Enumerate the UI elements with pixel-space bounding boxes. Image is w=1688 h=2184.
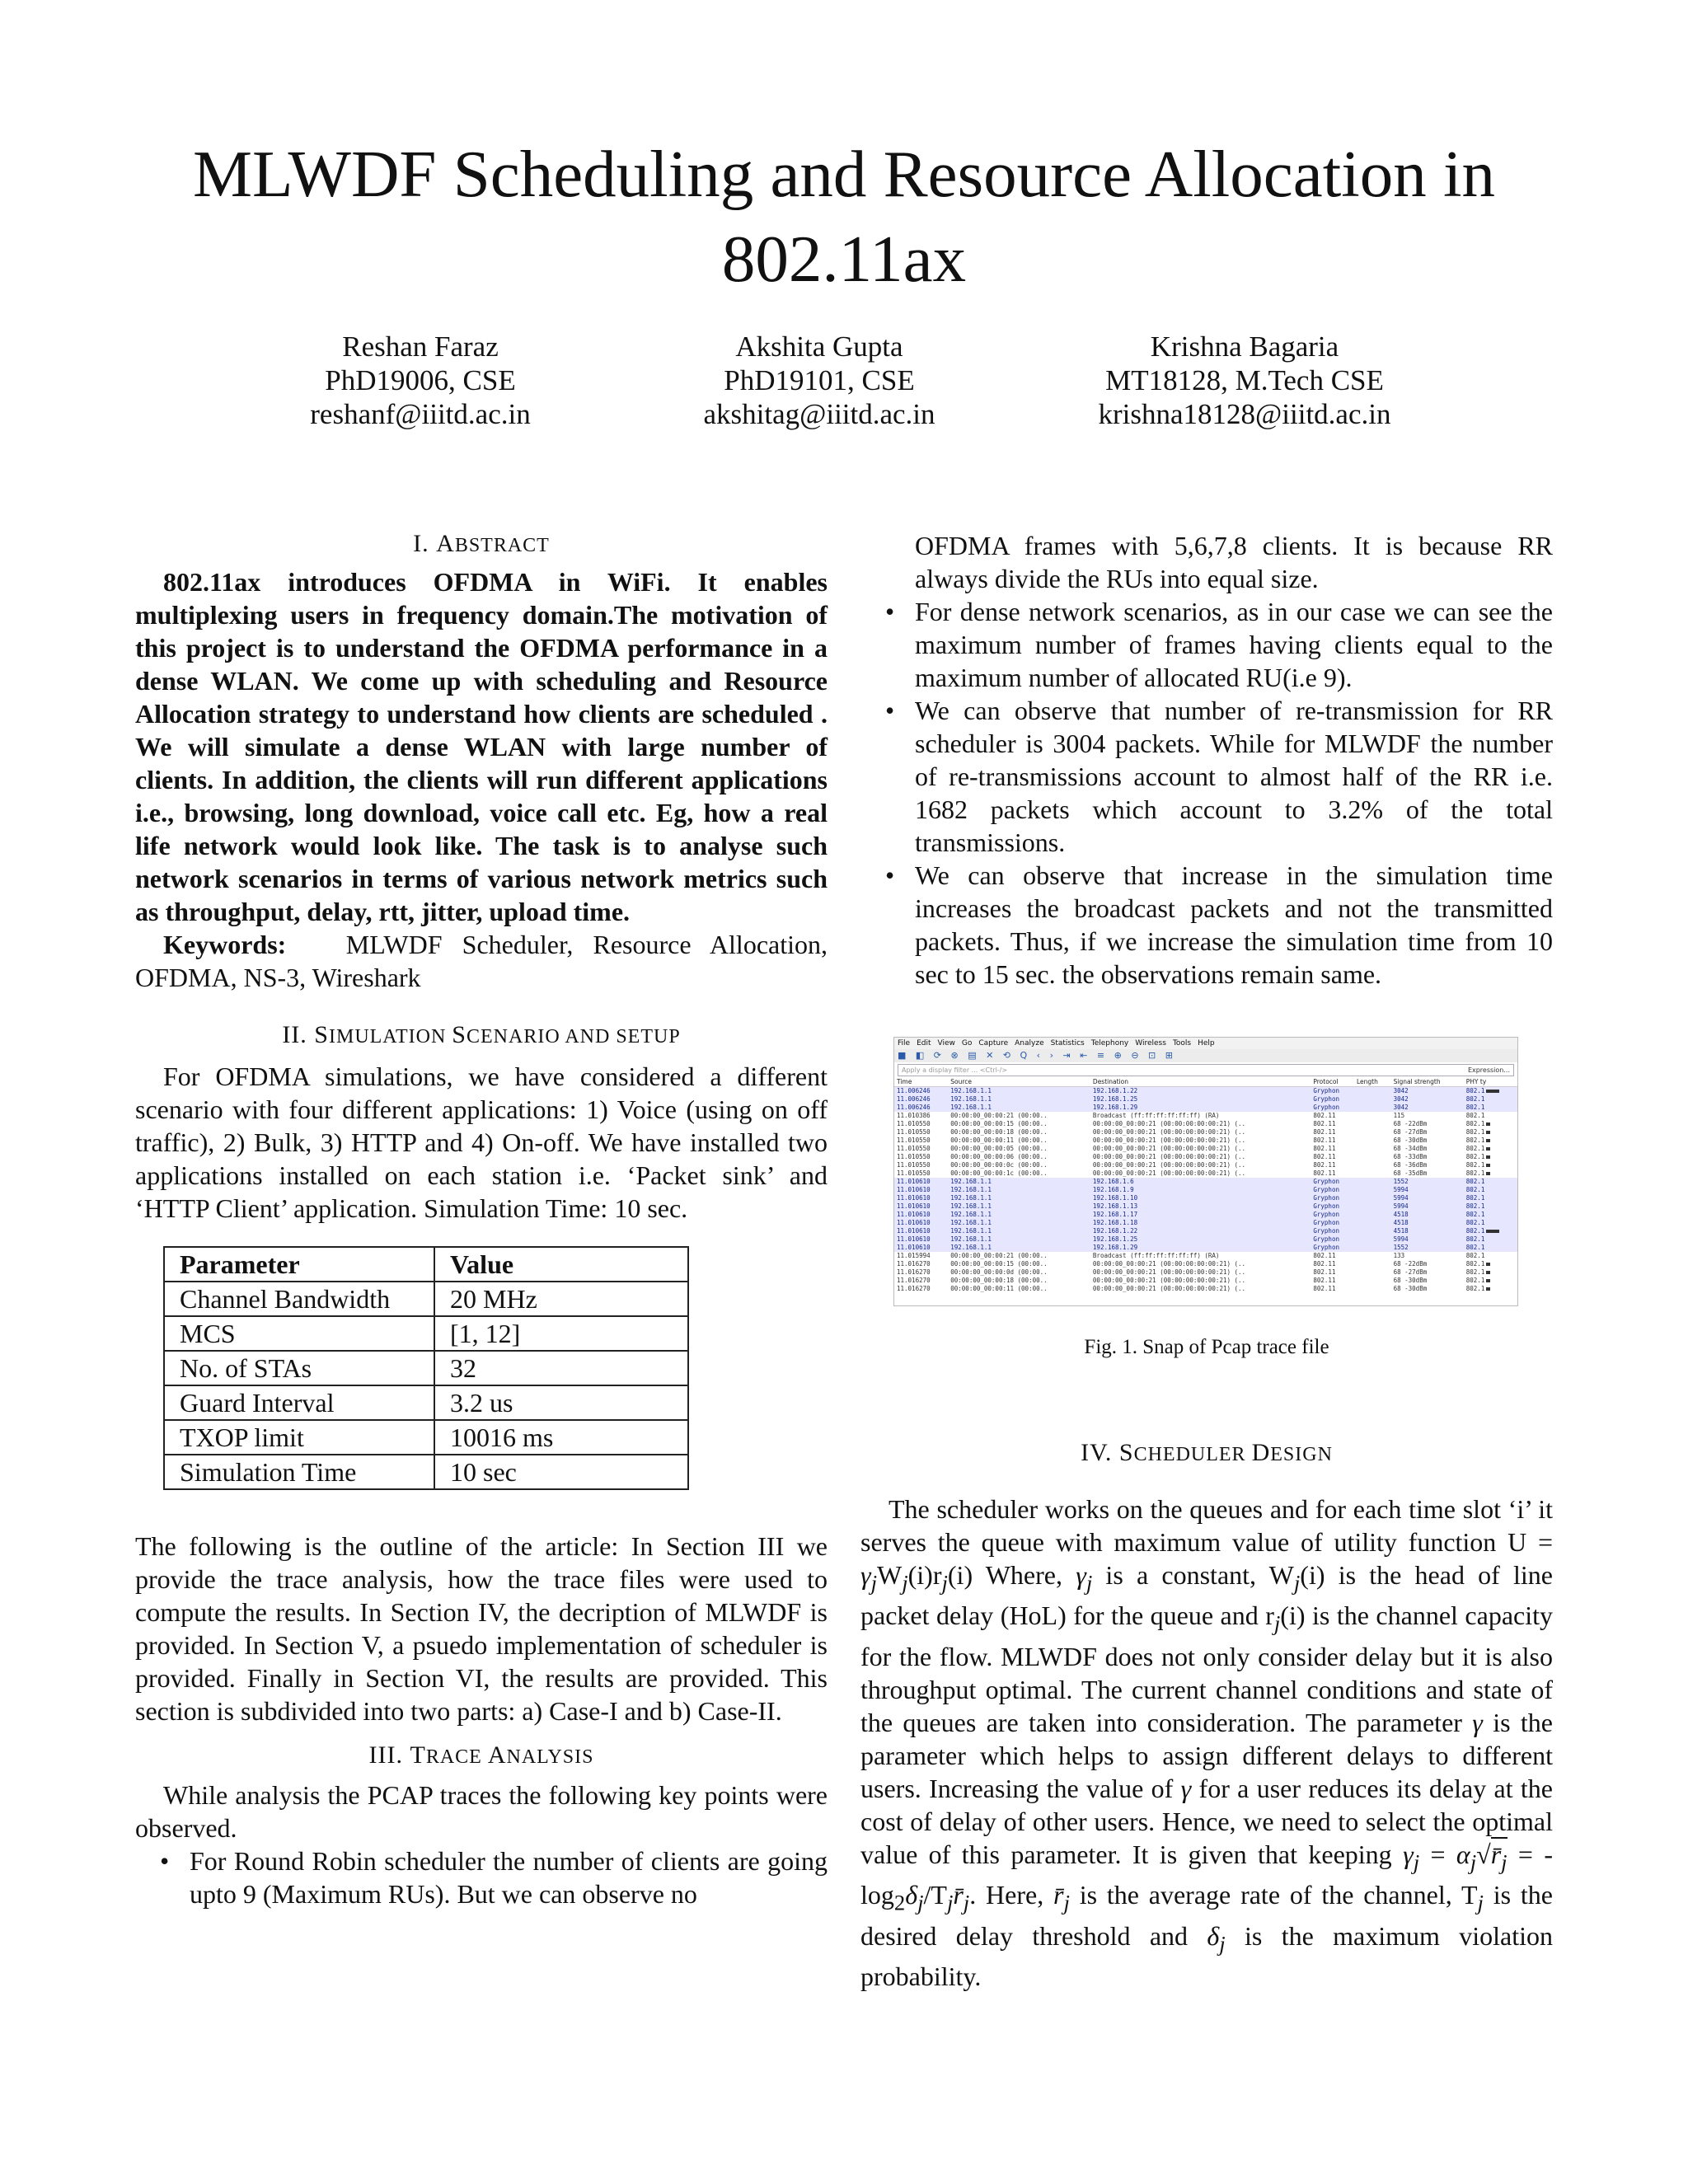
packet-cell: 192.168.1.1 xyxy=(948,1227,1090,1235)
column-header: Signal strength xyxy=(1391,1078,1464,1087)
packet-cell xyxy=(1354,1194,1391,1202)
packet-cell: 802.1 xyxy=(1464,1202,1517,1211)
packet-cell: 802.1 xyxy=(1464,1128,1517,1137)
author-block xyxy=(1030,330,1459,431)
packet-cell: 802.11 xyxy=(1311,1153,1354,1161)
packet-cell: 3042 xyxy=(1391,1095,1464,1104)
packet-row xyxy=(894,1128,1517,1137)
packet-row xyxy=(894,1145,1517,1153)
packet-cell: 802.11 xyxy=(1311,1128,1354,1137)
table-header: Parameter xyxy=(164,1247,434,1282)
packet-cell: 802.1 xyxy=(1464,1252,1517,1260)
signal-bar xyxy=(1486,1155,1490,1159)
packet-row xyxy=(894,1260,1517,1268)
packet-row xyxy=(894,1186,1517,1194)
packet-cell xyxy=(1354,1161,1391,1169)
packet-cell: 192.168.1.22 xyxy=(1090,1087,1311,1096)
table-cell: 32 xyxy=(434,1351,688,1385)
packet-cell: 802.11 xyxy=(1311,1260,1354,1268)
packet-cell: 802.11 xyxy=(1311,1112,1354,1120)
packet-row xyxy=(894,1194,1517,1202)
packet-cell: 802.1 xyxy=(1464,1277,1517,1285)
packet-cell: 68 -27dBm xyxy=(1391,1128,1464,1137)
paper-title: MLWDF Scheduling and Resource Allocation in 802.11ax xyxy=(193,137,1495,296)
packet-cell: 00:00:00_00:00:18 (00:00.. xyxy=(948,1277,1090,1285)
packet-cell: 802.1 xyxy=(1464,1244,1517,1252)
packet-cell: Gryphon xyxy=(1311,1244,1354,1252)
packet-cell: 00:00:00_00:00:05 (00:00.. xyxy=(948,1145,1090,1153)
packet-cell xyxy=(1354,1211,1391,1219)
packet-cell: 192.168.1.22 xyxy=(1090,1227,1311,1235)
packet-cell: 115 xyxy=(1391,1112,1464,1120)
table-cell: Channel Bandwidth xyxy=(164,1282,434,1316)
packet-cell: 802.11 xyxy=(1311,1277,1354,1285)
packet-row xyxy=(894,1137,1517,1145)
author-name: Akshita Gupta xyxy=(735,330,903,363)
packet-row xyxy=(894,1104,1517,1112)
table-row xyxy=(164,1385,688,1420)
menu-item: Capture xyxy=(978,1039,1009,1047)
packet-cell xyxy=(1354,1104,1391,1112)
packet-cell: 00:00:00_00:00:11 (00:00.. xyxy=(948,1137,1090,1145)
packet-cell xyxy=(1354,1235,1391,1244)
table-cell: No. of STAs xyxy=(164,1351,434,1385)
table-cell: TXOP limit xyxy=(164,1420,434,1455)
packet-cell: 802.1 xyxy=(1464,1219,1517,1227)
table-header-row xyxy=(164,1247,688,1282)
packet-cell xyxy=(1354,1137,1391,1145)
packet-cell: 3042 xyxy=(1391,1087,1464,1096)
packet-row xyxy=(894,1202,1517,1211)
trace-intro: While analysis the PCAP traces the following key points were observed. xyxy=(135,1780,828,1843)
signal-bar xyxy=(1486,1139,1490,1142)
packet-cell: 802.1 xyxy=(1464,1169,1517,1178)
packet-cell: 00:00:00_00:00:15 (00:00.. xyxy=(948,1260,1090,1268)
keywords-label: Keywords: xyxy=(163,930,287,959)
packet-cell: 00:00:00_00:00:0c (00:00.. xyxy=(948,1161,1090,1169)
packet-cell: 802.1 xyxy=(1464,1260,1517,1268)
column-header: Time xyxy=(894,1078,948,1087)
abstract-text: 802.11ax introduces OFDMA in WiFi. It enables multiplexing users in frequency domain.The motivation of this project is to understand the OFDMA performance in a dense WLAN. We come up with scheduling and Resource Allocation strategy to understand how clients are scheduled . We will simulate a dense WLAN with large number of clients. In addition, the clients will run different applications i.e., browsing, long download, voice call etc. Eg, how a real life network would look like. The task is to analyse such network scenarios in terms of various network metrics such as throughput, delay, rtt, jitter, upload time. xyxy=(135,567,828,926)
expression-button: Expression... xyxy=(1467,1066,1510,1074)
packet-cell: 00:00:00_00:00:21 (00:00:00:00:00:21) (.. xyxy=(1090,1277,1311,1285)
packet-cell xyxy=(1354,1244,1391,1252)
packet-cell: 192.168.1.29 xyxy=(1090,1104,1311,1112)
section-heading-abstract: I. ABSTRACT xyxy=(413,530,550,557)
signal-bar xyxy=(1486,1287,1490,1291)
list-item: • We can observe that increase in the simulation time increases the broadcast packets and not the transmitted packets. Thus, if we increase the simulation time from 10 sec to 15 sec. the observations remain same. xyxy=(915,859,1553,991)
packet-cell xyxy=(1354,1186,1391,1194)
packet-cell: 11.010610 xyxy=(894,1186,948,1194)
packet-cell: 802.1 xyxy=(1464,1137,1517,1145)
packet-cell: 192.168.1.9 xyxy=(1090,1186,1311,1194)
packet-cell: 802.1 xyxy=(1464,1153,1517,1161)
packet-cell: 11.010386 xyxy=(894,1112,948,1120)
packet-cell: 00:00:00_00:00:0d (00:00.. xyxy=(948,1268,1090,1277)
simulation-text: For OFDMA simulations, we have considered a different scenario with four different applications: 1) Voice (using on off traffic), 2) Bulk, 3) HTTP and 4) On-off. We have installed two applications installed on each station i.e. ‘Packet sink’ and ‘HTTP Client’ application. Simulation Time: 10 sec. xyxy=(135,1062,828,1223)
packet-cell: 00:00:00_00:00:21 (00:00:00:00:00:21) (.. xyxy=(1090,1161,1311,1169)
packet-row xyxy=(894,1235,1517,1244)
table-row xyxy=(164,1282,688,1316)
packet-cell: 11.006246 xyxy=(894,1087,948,1096)
packet-cell xyxy=(1354,1095,1391,1104)
section-heading-simulation: II. SIMULATION SCENARIO AND SETUP xyxy=(282,1021,681,1048)
packet-cell: 192.168.1.25 xyxy=(1090,1095,1311,1104)
packet-cell: 00:00:00_00:00:21 (00:00:00:00:00:21) (.. xyxy=(1090,1120,1311,1128)
packet-cell: 802.11 xyxy=(1311,1268,1354,1277)
packet-row xyxy=(894,1211,1517,1219)
author-email: krishna18128@iiitd.ac.in xyxy=(1098,398,1391,430)
table-cell: 20 MHz xyxy=(434,1282,688,1316)
packet-cell: 5994 xyxy=(1391,1235,1464,1244)
list-item: • We can observe that number of re-transmission for RR scheduler is 3004 packets. While for MLWDF the number of re-transmissions account to almost half of the RR i.e. 1682 packets which account to 3.2% of the total transmissions. xyxy=(915,694,1553,859)
packet-cell: 11.010610 xyxy=(894,1194,948,1202)
packet-cell: 68 -33dBm xyxy=(1391,1153,1464,1161)
display-filter-input xyxy=(898,1064,1514,1076)
packet-cell: Gryphon xyxy=(1311,1211,1354,1219)
packet-cell: 192.168.1.1 xyxy=(948,1095,1090,1104)
packet-cell: 68 -30dBm xyxy=(1391,1285,1464,1293)
bullet-continuation: OFDMA frames with 5,6,7,8 clients. It is because RR always divide the RUs into equal size. xyxy=(915,531,1553,593)
packet-row xyxy=(894,1112,1517,1120)
packet-cell: Broadcast (ff:ff:ff:ff:ff:ff) (RA) xyxy=(1090,1112,1311,1120)
packet-cell: 802.1 xyxy=(1464,1104,1517,1112)
packet-row xyxy=(894,1178,1517,1186)
packet-cell: 68 -30dBm xyxy=(1391,1277,1464,1285)
packet-cell: 802.1 xyxy=(1464,1186,1517,1194)
packet-cell: 68 -36dBm xyxy=(1391,1161,1464,1169)
outline-text: The following is the outline of the article: In Section III we provide the trace analysis, how the trace files were used to compute the results. In Section IV, the decription of MLWDF is provided. In Section V, a psuedo implementation of scheduler is provided. Finally in Section VI, the results are provided. This section is subdivided into two parts: a) Case-I and b) Case-II. xyxy=(135,1531,828,1726)
packet-cell: 192.168.1.1 xyxy=(948,1186,1090,1194)
table-cell: 10 sec xyxy=(434,1455,688,1489)
packet-row xyxy=(894,1244,1517,1252)
packet-cell: 192.168.1.1 xyxy=(948,1104,1090,1112)
table-header: Value xyxy=(434,1247,688,1282)
packet-cell: 11.016270 xyxy=(894,1260,948,1268)
table-row xyxy=(164,1420,688,1455)
packet-cell: 11.010610 xyxy=(894,1211,948,1219)
menu-item: File xyxy=(898,1039,911,1047)
list-item: • For Round Robin scheduler the number of clients are going upto 9 (Maximum RUs). But we can observe no xyxy=(190,1844,828,1910)
packet-cell: 802.1 xyxy=(1464,1145,1517,1153)
packet-row xyxy=(894,1227,1517,1235)
packet-cell: 802.1 xyxy=(1464,1161,1517,1169)
packet-cell: 802.11 xyxy=(1311,1285,1354,1293)
packet-cell: 11.016270 xyxy=(894,1277,948,1285)
packet-cell: 11.010610 xyxy=(894,1219,948,1227)
packet-cell: Gryphon xyxy=(1311,1186,1354,1194)
menu-item: Edit xyxy=(917,1039,931,1047)
packet-cell: 192.168.1.1 xyxy=(948,1235,1090,1244)
packet-row xyxy=(894,1252,1517,1260)
packet-cell xyxy=(1354,1219,1391,1227)
packet-cell: 802.1 xyxy=(1464,1120,1517,1128)
packet-cell xyxy=(1354,1153,1391,1161)
packet-cell: 00:00:00_00:00:15 (00:00.. xyxy=(948,1120,1090,1128)
filter-placeholder: Apply a display filter ... <Ctrl-/> xyxy=(902,1066,1008,1074)
packet-row xyxy=(894,1153,1517,1161)
signal-bar xyxy=(1486,1147,1490,1151)
packet-cell xyxy=(1354,1260,1391,1268)
packet-cell: 11.010550 xyxy=(894,1153,948,1161)
signal-bar xyxy=(1486,1172,1490,1175)
signal-bar xyxy=(1486,1164,1490,1167)
packet-cell: 11.016270 xyxy=(894,1285,948,1293)
packet-cell: 68 -27dBm xyxy=(1391,1268,1464,1277)
packet-cell: 11.010550 xyxy=(894,1128,948,1137)
packet-cell: 00:00:00_00:00:21 (00:00:00:00:00:21) (.. xyxy=(1090,1137,1311,1145)
right-column xyxy=(860,529,1553,991)
menu-item: View xyxy=(937,1039,955,1047)
author-name: Reshan Faraz xyxy=(342,330,499,363)
packet-cell: 192.168.1.1 xyxy=(948,1178,1090,1186)
packet-cell: 802.1 xyxy=(1464,1235,1517,1244)
keywords-text: MLWDF Scheduler, Resource Allocation, OFDMA, NS-3, Wireshark xyxy=(135,930,828,992)
packet-cell: 4518 xyxy=(1391,1219,1464,1227)
packet-cell: 11.010550 xyxy=(894,1161,948,1169)
packet-cell: 11.010550 xyxy=(894,1169,948,1178)
packet-cell: 802.1 xyxy=(1464,1227,1517,1235)
packet-cell: 192.168.1.17 xyxy=(1090,1211,1311,1219)
keywords xyxy=(135,928,828,994)
packet-cell: 4518 xyxy=(1391,1211,1464,1219)
packet-cell xyxy=(1354,1227,1391,1235)
packet-cell: 133 xyxy=(1391,1252,1464,1260)
table-cell: MCS xyxy=(164,1316,434,1351)
signal-bar xyxy=(1486,1090,1499,1093)
packet-cell: Gryphon xyxy=(1311,1227,1354,1235)
packet-cell: 192.168.1.25 xyxy=(1090,1235,1311,1244)
packet-cell: 68 -22dBm xyxy=(1391,1120,1464,1128)
signal-bar xyxy=(1486,1131,1490,1134)
packet-cell: Gryphon xyxy=(1311,1235,1354,1244)
column-header: Length xyxy=(1354,1078,1391,1087)
packet-cell: 00:00:00_00:00:21 (00:00:00:00:00:21) (.. xyxy=(1090,1153,1311,1161)
author-block xyxy=(206,330,635,431)
signal-bar xyxy=(1486,1263,1490,1266)
signal-bar xyxy=(1486,1279,1490,1282)
packet-cell: 802.1 xyxy=(1464,1095,1517,1104)
packet-cell: 00:00:00_00:00:06 (00:00.. xyxy=(948,1153,1090,1161)
packet-cell: Gryphon xyxy=(1311,1219,1354,1227)
left-column xyxy=(135,527,828,1910)
table-cell: 10016 ms xyxy=(434,1420,688,1455)
column-header: PHY ty xyxy=(1464,1078,1517,1087)
packet-cell xyxy=(1354,1087,1391,1096)
table-cell: Guard Interval xyxy=(164,1385,434,1420)
packet-cell: Gryphon xyxy=(1311,1178,1354,1186)
packet-cell: 192.168.1.1 xyxy=(948,1211,1090,1219)
packet-cell: Gryphon xyxy=(1311,1095,1354,1104)
wireshark-toolbar: ■ ◧ ⟳ ⊗ ▤ ✕ ⟲ Q ‹ › ⇥ ⇤ ≡ ⊕ ⊖ ⊡ ⊞ xyxy=(894,1049,1517,1062)
packet-cell: 00:00:00_00:00:21 (00:00:00:00:00:21) (.. xyxy=(1090,1169,1311,1178)
menu-item: Help xyxy=(1198,1039,1215,1047)
packet-cell: 192.168.1.1 xyxy=(948,1244,1090,1252)
packet-row xyxy=(894,1095,1517,1104)
packet-cell xyxy=(1354,1277,1391,1285)
packet-cell xyxy=(1354,1169,1391,1178)
packet-cell: 00:00:00_00:00:18 (00:00.. xyxy=(948,1128,1090,1137)
menu-item: Tools xyxy=(1172,1039,1192,1047)
packet-cell: 802.11 xyxy=(1311,1145,1354,1153)
author-id: PhD19101, CSE xyxy=(724,364,915,396)
author-block xyxy=(605,330,1034,431)
packet-cell: 00:00:00_00:00:21 (00:00.. xyxy=(948,1252,1090,1260)
packet-cell: 11.010610 xyxy=(894,1178,948,1186)
packet-cell xyxy=(1354,1120,1391,1128)
packet-list xyxy=(894,1078,1517,1293)
packet-cell: 192.168.1.1 xyxy=(948,1219,1090,1227)
packet-cell: 68 -30dBm xyxy=(1391,1137,1464,1145)
packet-cell: 802.11 xyxy=(1311,1137,1354,1145)
packet-cell: 1552 xyxy=(1391,1178,1464,1186)
packet-cell: 11.006246 xyxy=(894,1095,948,1104)
packet-cell: Gryphon xyxy=(1311,1194,1354,1202)
packet-cell: 00:00:00_00:00:21 (00:00:00:00:00:21) (.. xyxy=(1090,1285,1311,1293)
packet-cell: Gryphon xyxy=(1311,1087,1354,1096)
packet-row xyxy=(894,1169,1517,1178)
column-header: Protocol xyxy=(1311,1078,1354,1087)
packet-cell: 11.010610 xyxy=(894,1244,948,1252)
packet-cell: Gryphon xyxy=(1311,1104,1354,1112)
right-column-lower xyxy=(860,1436,1553,1993)
packet-cell: 192.168.1.6 xyxy=(1090,1178,1311,1186)
menu-item: Statistics xyxy=(1050,1039,1085,1047)
packet-cell: 11.010610 xyxy=(894,1235,948,1244)
packet-row xyxy=(894,1285,1517,1293)
packet-cell: 68 -35dBm xyxy=(1391,1169,1464,1178)
packet-cell: 802.1 xyxy=(1464,1112,1517,1120)
packet-cell: 802.1 xyxy=(1464,1268,1517,1277)
menu-item: Analyze xyxy=(1015,1039,1044,1047)
parameter-table xyxy=(163,1246,689,1490)
packet-cell: 00:00:00_00:00:1c (00:00.. xyxy=(948,1169,1090,1178)
packet-cell: 802.1 xyxy=(1464,1087,1517,1096)
packet-cell xyxy=(1354,1202,1391,1211)
packet-cell xyxy=(1354,1112,1391,1120)
packet-cell: 00:00:00_00:00:11 (00:00.. xyxy=(948,1285,1090,1293)
packet-cell: 5994 xyxy=(1391,1194,1464,1202)
packet-cell: 3042 xyxy=(1391,1104,1464,1112)
author-email: akshitag@iiitd.ac.in xyxy=(703,398,935,430)
packet-cell: 802.1 xyxy=(1464,1178,1517,1186)
packet-row xyxy=(894,1120,1517,1128)
packet-cell: 192.168.1.1 xyxy=(948,1087,1090,1096)
wireshark-menubar xyxy=(894,1038,1517,1049)
signal-bar xyxy=(1486,1230,1499,1233)
packet-cell: 5994 xyxy=(1391,1202,1464,1211)
packet-cell: 192.168.1.18 xyxy=(1090,1219,1311,1227)
packet-cell: 11.010610 xyxy=(894,1202,948,1211)
table-row xyxy=(164,1455,688,1489)
packet-cell: 192.168.1.13 xyxy=(1090,1202,1311,1211)
packet-cell: 802.11 xyxy=(1311,1169,1354,1178)
packet-row xyxy=(894,1219,1517,1227)
packet-cell xyxy=(1354,1178,1391,1186)
menu-item: Telephony xyxy=(1090,1039,1129,1047)
signal-bar xyxy=(1486,1271,1490,1274)
packet-row xyxy=(894,1087,1517,1096)
packet-cell: 00:00:00_00:00:21 (00:00:00:00:00:21) (.. xyxy=(1090,1268,1311,1277)
packet-row xyxy=(894,1161,1517,1169)
figure-caption: Fig. 1. Snap of Pcap trace file xyxy=(1084,1336,1329,1358)
packet-cell: 68 -34dBm xyxy=(1391,1145,1464,1153)
list-item: • For dense network scenarios, as in our case we can see the maximum number of frames having clients equal to the maximum number of allocated RU(i.e 9). xyxy=(915,595,1553,694)
menu-item: Wireless xyxy=(1135,1039,1166,1047)
packet-cell: 192.168.1.1 xyxy=(948,1194,1090,1202)
author-id: MT18128, M.Tech CSE xyxy=(1105,364,1384,396)
packet-cell: 11.010550 xyxy=(894,1120,948,1128)
section-heading-scheduler: IV. SCHEDULER DESIGN xyxy=(1081,1439,1333,1466)
table-cell: [1, 12] xyxy=(434,1316,688,1351)
packet-cell xyxy=(1354,1145,1391,1153)
packet-cell: 11.010550 xyxy=(894,1137,948,1145)
author-email: reshanf@iiitd.ac.in xyxy=(310,398,531,430)
trace-bullet-list xyxy=(860,595,1553,991)
column-header: Destination xyxy=(1090,1078,1311,1087)
packet-cell xyxy=(1354,1128,1391,1137)
packet-list-header xyxy=(894,1078,1517,1087)
packet-cell: 1552 xyxy=(1391,1244,1464,1252)
packet-cell: 00:00:00_00:00:21 (00:00:00:00:00:21) (.. xyxy=(1090,1128,1311,1137)
scheduler-text: The scheduler works on the queues and for each time slot ‘i’ it serves the queue with maximum value of utility function $U = \gamma_jW_j(i)r_j(i)$ Where, $\gamma_j$ is a constant, $W_j(i)$ is the head of line packet delay (HoL) for the queue and $r_j(i)$ is the channel capacity for the flow. MLWDF does not only consider delay but it is also throughput optimal. The current channel conditions and state of the queues are taken into consideration. The parameter γ is the parameter which helps to assign different delays to different users. Increasing the value of γ for a user reduces its delay at the cost of delay of other users. Hence, we need to select the optimal value of this parameter. It is given that keeping $\gamma_j$ = $\alpha_j√r̄_j$ = $-\log_2\delta_j/T_jr̄_j$. Here, $r̄_j$ is the average rate of the channel, $T_j$ is the desired delay threshold and $\delta_j$ is the maximum violation probability. xyxy=(860,1494,1554,1991)
packet-cell: 802.11 xyxy=(1311,1252,1354,1260)
packet-cell: 68 -22dBm xyxy=(1391,1260,1464,1268)
packet-cell: 802.1 xyxy=(1464,1285,1517,1293)
packet-cell: 11.010610 xyxy=(894,1227,948,1235)
packet-cell: 802.11 xyxy=(1311,1120,1354,1128)
packet-cell: 11.010550 xyxy=(894,1145,948,1153)
packet-cell: 00:00:00_00:00:21 (00:00:00:00:00:21) (.. xyxy=(1090,1260,1311,1268)
table-row xyxy=(164,1351,688,1385)
packet-cell: Broadcast (ff:ff:ff:ff:ff:ff) (RA) xyxy=(1090,1252,1311,1260)
packet-cell: 802.11 xyxy=(1311,1161,1354,1169)
packet-row xyxy=(894,1277,1517,1285)
packet-cell: Gryphon xyxy=(1311,1202,1354,1211)
author-id: PhD19006, CSE xyxy=(325,364,516,396)
menu-item: Go xyxy=(961,1039,973,1047)
packet-cell xyxy=(1354,1268,1391,1277)
packet-cell: 802.1 xyxy=(1464,1211,1517,1219)
section-heading-trace: III. TRACE ANALYSIS xyxy=(368,1741,594,1769)
author-name: Krishna Bagaria xyxy=(1150,330,1339,363)
trace-bullet-list xyxy=(135,1844,828,1910)
packet-cell: 11.006246 xyxy=(894,1104,948,1112)
packet-cell: 11.015994 xyxy=(894,1252,948,1260)
packet-cell: 802.1 xyxy=(1464,1194,1517,1202)
packet-cell: 11.016270 xyxy=(894,1268,948,1277)
packet-cell xyxy=(1354,1252,1391,1260)
pcap-screenshot xyxy=(893,1037,1518,1306)
signal-bar xyxy=(1486,1122,1490,1126)
table-row xyxy=(164,1316,688,1351)
packet-cell: 5994 xyxy=(1391,1186,1464,1194)
packet-cell: 192.168.1.1 xyxy=(948,1202,1090,1211)
packet-cell xyxy=(1354,1285,1391,1293)
column-header: Source xyxy=(948,1078,1090,1087)
packet-cell: 00:00:00_00:00:21 (00:00.. xyxy=(948,1112,1090,1120)
table-cell: Simulation Time xyxy=(164,1455,434,1489)
packet-row xyxy=(894,1268,1517,1277)
packet-cell: 4518 xyxy=(1391,1227,1464,1235)
packet-cell: 192.168.1.29 xyxy=(1090,1244,1311,1252)
packet-cell: 00:00:00_00:00:21 (00:00:00:00:00:21) (.. xyxy=(1090,1145,1311,1153)
table-cell: 3.2 us xyxy=(434,1385,688,1420)
packet-cell: 192.168.1.10 xyxy=(1090,1194,1311,1202)
